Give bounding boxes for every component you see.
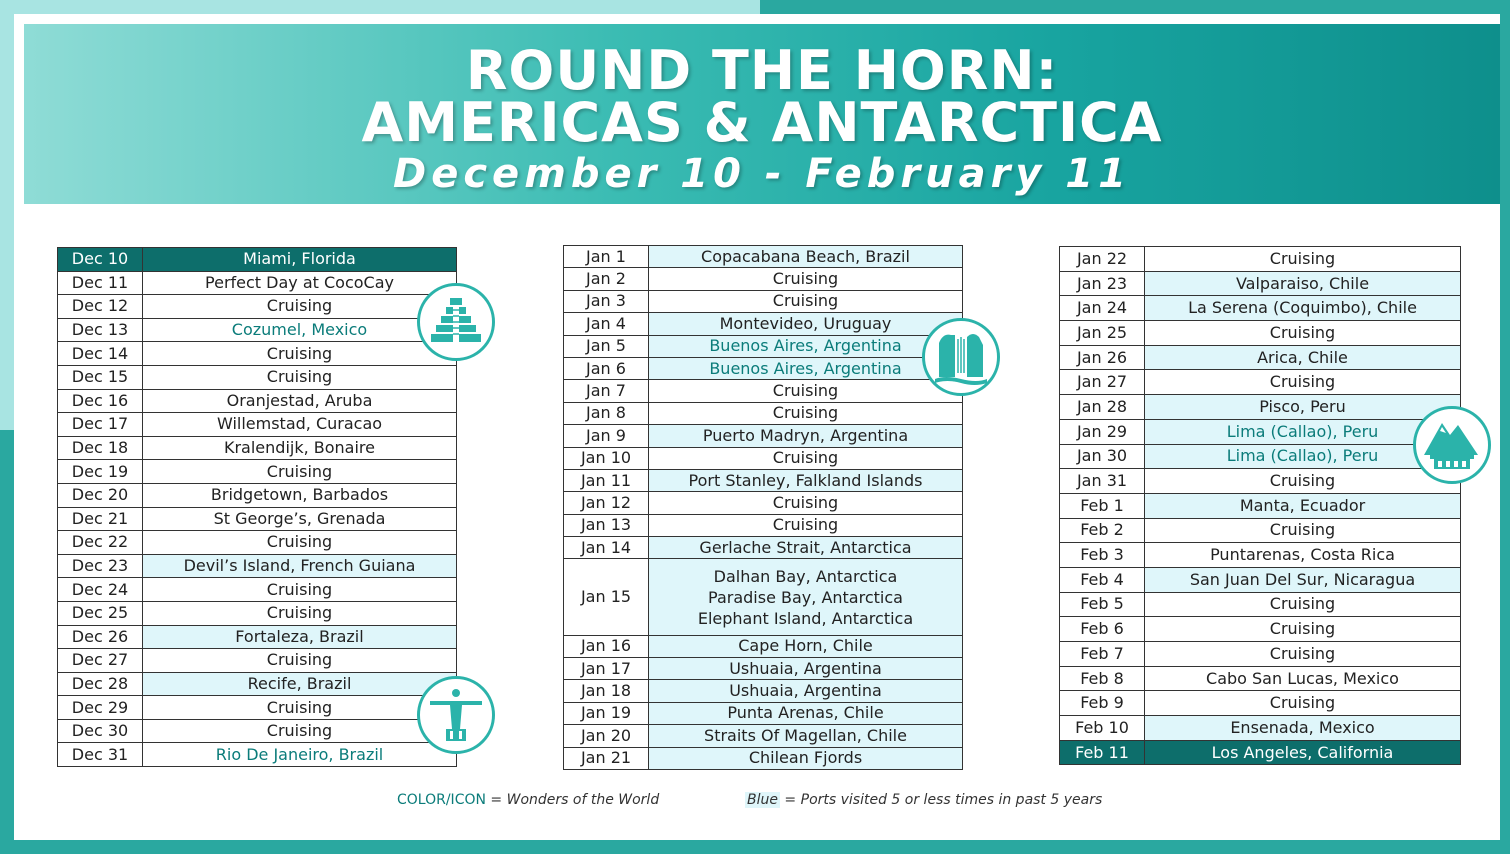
table-row xyxy=(564,268,963,290)
date-cell: Jan 9 xyxy=(564,425,649,447)
port-cell: Manta, Ecuador xyxy=(1145,493,1461,518)
table-row xyxy=(564,680,963,702)
date-cell: Dec 20 xyxy=(58,483,143,507)
date-cell: Jan 15 xyxy=(564,559,649,635)
date-cell: Jan 18 xyxy=(564,680,649,702)
port-line: Elephant Island, Antarctica xyxy=(697,608,914,628)
table-row xyxy=(58,743,457,767)
table-row xyxy=(564,635,963,657)
port-cell: Cruising xyxy=(1145,642,1461,667)
pyramid-icon xyxy=(417,283,495,361)
port-cell: Cruising xyxy=(1145,469,1461,494)
table-row xyxy=(1060,740,1461,765)
date-cell: Dec 24 xyxy=(58,578,143,602)
port-cell: Cruising xyxy=(143,531,457,555)
date-cell: Dec 10 xyxy=(58,248,143,272)
date-cell: Dec 29 xyxy=(58,696,143,720)
table-row xyxy=(58,413,457,437)
port-cell: Pisco, Peru xyxy=(1145,395,1461,420)
date-cell: Feb 2 xyxy=(1060,518,1145,543)
port-cell: Ensenada, Mexico xyxy=(1145,716,1461,741)
port-cell: Gerlache Strait, Antarctica xyxy=(649,537,963,559)
table-row xyxy=(58,483,457,507)
port-cell: La Serena (Coquimbo), Chile xyxy=(1145,296,1461,321)
date-cell: Feb 4 xyxy=(1060,567,1145,592)
table-row xyxy=(564,747,963,769)
table-row xyxy=(564,537,963,559)
table-row xyxy=(564,447,963,469)
table-row xyxy=(1060,567,1461,592)
date-cell: Jan 13 xyxy=(564,514,649,536)
date-cell: Dec 27 xyxy=(58,649,143,673)
legend-blue-equals: = xyxy=(779,792,801,808)
date-cell: Dec 25 xyxy=(58,601,143,625)
date-cell: Dec 28 xyxy=(58,672,143,696)
date-cell: Jan 19 xyxy=(564,702,649,724)
table-row xyxy=(58,365,457,389)
port-cell: Perfect Day at CocoCay xyxy=(143,271,457,295)
date-cell: Dec 22 xyxy=(58,531,143,555)
date-cell: Jan 8 xyxy=(564,402,649,424)
table-row xyxy=(58,507,457,531)
port-cell: Punta Arenas, Chile xyxy=(649,702,963,724)
port-cell: Ushuaia, Argentina xyxy=(649,658,963,680)
table-row xyxy=(1060,716,1461,741)
date-cell: Jan 23 xyxy=(1060,271,1145,296)
table-row xyxy=(1060,296,1461,321)
legend-blue-key: Blue xyxy=(747,792,778,808)
port-cell: Miami, Florida xyxy=(143,248,457,272)
date-cell: Jan 3 xyxy=(564,290,649,312)
table-row xyxy=(1060,395,1461,420)
table-row xyxy=(564,658,963,680)
table-row xyxy=(564,335,963,357)
schedule-table-jan-feb xyxy=(1059,246,1461,765)
table-row xyxy=(564,514,963,536)
table-row xyxy=(58,342,457,366)
table-row xyxy=(1060,666,1461,691)
date-cell: Feb 10 xyxy=(1060,716,1145,741)
port-cell: Cruising xyxy=(1145,518,1461,543)
table-row xyxy=(58,248,457,272)
legend-wonders-key: COLOR/ICON xyxy=(397,792,486,808)
legend-wonders xyxy=(397,792,659,808)
title-line-2: AMERICAS & ANTARCTICA xyxy=(361,91,1163,154)
port-cell: Cruising xyxy=(143,460,457,484)
table-row xyxy=(58,295,457,319)
port-cell: Buenos Aires, Argentina xyxy=(649,357,963,379)
table-row xyxy=(564,559,963,635)
port-line: Paradise Bay, Antarctica xyxy=(708,587,903,607)
schedule-table-december xyxy=(57,247,457,767)
table-row xyxy=(564,380,963,402)
christ-redeemer-icon xyxy=(417,676,495,754)
date-cell: Jan 25 xyxy=(1060,321,1145,346)
table-row xyxy=(564,402,963,424)
port-cell: Ushuaia, Argentina xyxy=(649,680,963,702)
port-cell: Copacabana Beach, Brazil xyxy=(649,246,963,268)
port-cell: Recife, Brazil xyxy=(143,672,457,696)
port-cell: Arica, Chile xyxy=(1145,345,1461,370)
background-accent-left xyxy=(0,0,14,430)
table-row xyxy=(1060,345,1461,370)
table-row xyxy=(564,313,963,335)
table-row xyxy=(58,271,457,295)
title-line-1: ROUND THE HORN: xyxy=(465,39,1059,102)
date-cell: Dec 12 xyxy=(58,295,143,319)
date-cell: Jan 27 xyxy=(1060,370,1145,395)
port-cell: Kralendijk, Bonaire xyxy=(143,436,457,460)
date-cell: Dec 19 xyxy=(58,460,143,484)
date-cell: Dec 13 xyxy=(58,318,143,342)
table-row xyxy=(1060,444,1461,469)
table-row xyxy=(1060,493,1461,518)
table-row xyxy=(1060,617,1461,642)
date-cell: Dec 15 xyxy=(58,365,143,389)
port-cell: Cabo San Lucas, Mexico xyxy=(1145,666,1461,691)
port-cell: Port Stanley, Falkland Islands xyxy=(649,469,963,491)
table-row xyxy=(58,436,457,460)
date-cell: Jan 20 xyxy=(564,725,649,747)
port-cell: Cruising xyxy=(1145,592,1461,617)
table-row xyxy=(58,531,457,555)
port-cell: Los Angeles, California xyxy=(1145,740,1461,765)
port-cell: Cruising xyxy=(143,365,457,389)
date-cell: Feb 5 xyxy=(1060,592,1145,617)
table-row xyxy=(58,601,457,625)
legend-blue xyxy=(745,792,1102,808)
date-cell: Dec 30 xyxy=(58,719,143,743)
date-cell: Jan 26 xyxy=(1060,345,1145,370)
table-row xyxy=(1060,271,1461,296)
table-row xyxy=(1060,370,1461,395)
port-cell: Cruising xyxy=(1145,691,1461,716)
port-cell: Puntarenas, Costa Rica xyxy=(1145,543,1461,568)
waterfall-icon xyxy=(922,318,1000,396)
port-cell: Cruising xyxy=(649,447,963,469)
date-cell: Jan 31 xyxy=(1060,469,1145,494)
date-cell: Jan 14 xyxy=(564,537,649,559)
table-row xyxy=(58,460,457,484)
table-row xyxy=(1060,592,1461,617)
legend-blue-text: Ports visited 5 or less times in past 5 years xyxy=(800,792,1103,808)
port-cell: Puerto Madryn, Argentina xyxy=(649,425,963,447)
table-row xyxy=(58,696,457,720)
port-cell: Bridgetown, Barbados xyxy=(143,483,457,507)
date-cell: Dec 16 xyxy=(58,389,143,413)
date-cell: Feb 8 xyxy=(1060,666,1145,691)
background-accent-top xyxy=(0,0,760,14)
port-cell: Cruising xyxy=(1145,247,1461,272)
date-cell: Feb 1 xyxy=(1060,493,1145,518)
date-cell: Feb 9 xyxy=(1060,691,1145,716)
date-cell: Jan 12 xyxy=(564,492,649,514)
date-cell: Feb 7 xyxy=(1060,642,1145,667)
date-cell: Jan 28 xyxy=(1060,395,1145,420)
date-cell: Jan 7 xyxy=(564,380,649,402)
table-row xyxy=(1060,691,1461,716)
port-cell: Oranjestad, Aruba xyxy=(143,389,457,413)
port-cell: Cruising xyxy=(1145,321,1461,346)
port-cell: Lima (Callao), Peru xyxy=(1145,444,1461,469)
port-cell: Cruising xyxy=(649,380,963,402)
date-cell: Jan 4 xyxy=(564,313,649,335)
port-cell: Cruising xyxy=(143,696,457,720)
date-cell: Jan 17 xyxy=(564,658,649,680)
table-row xyxy=(564,469,963,491)
table-row xyxy=(1060,247,1461,272)
machu-picchu-icon xyxy=(1413,406,1491,484)
table-row xyxy=(58,719,457,743)
legend-wonders-equals: = xyxy=(485,792,507,808)
table-row xyxy=(58,672,457,696)
port-line: Dalhan Bay, Antarctica xyxy=(713,566,898,586)
port-cell: Cruising xyxy=(649,514,963,536)
date-cell: Jan 16 xyxy=(564,635,649,657)
table-row xyxy=(58,389,457,413)
header-banner xyxy=(24,24,1500,204)
port-cell: Cruising xyxy=(1145,370,1461,395)
table-row xyxy=(58,318,457,342)
port-cell: Cruising xyxy=(143,295,457,319)
date-cell: Feb 3 xyxy=(1060,543,1145,568)
date-cell: Jan 11 xyxy=(564,469,649,491)
table-row xyxy=(58,554,457,578)
date-cell: Dec 26 xyxy=(58,625,143,649)
date-cell: Feb 6 xyxy=(1060,617,1145,642)
port-cell: Montevideo, Uruguay xyxy=(649,313,963,335)
table-row xyxy=(58,649,457,673)
table-row xyxy=(564,725,963,747)
date-cell: Jan 21 xyxy=(564,747,649,769)
port-cell: Cape Horn, Chile xyxy=(649,635,963,657)
port-cell xyxy=(649,559,963,635)
port-cell: Devil’s Island, French Guiana xyxy=(143,554,457,578)
port-cell: Straits Of Magellan, Chile xyxy=(649,725,963,747)
port-cell: Cruising xyxy=(649,492,963,514)
date-cell: Dec 21 xyxy=(58,507,143,531)
port-cell: Chilean Fjords xyxy=(649,747,963,769)
table-row xyxy=(564,290,963,312)
date-cell: Jan 6 xyxy=(564,357,649,379)
port-cell: Buenos Aires, Argentina xyxy=(649,335,963,357)
date-cell: Dec 31 xyxy=(58,743,143,767)
date-cell: Jan 10 xyxy=(564,447,649,469)
date-cell: Dec 23 xyxy=(58,554,143,578)
port-cell: St George’s, Grenada xyxy=(143,507,457,531)
date-cell: Dec 18 xyxy=(58,436,143,460)
port-cell: Lima (Callao), Peru xyxy=(1145,419,1461,444)
table-row xyxy=(564,702,963,724)
table-row xyxy=(564,425,963,447)
port-cell: Cruising xyxy=(649,290,963,312)
port-cell: Cruising xyxy=(1145,617,1461,642)
date-cell: Dec 17 xyxy=(58,413,143,437)
table-row xyxy=(564,246,963,268)
port-cell: Rio De Janeiro, Brazil xyxy=(143,743,457,767)
table-row xyxy=(58,625,457,649)
port-cell: Fortaleza, Brazil xyxy=(143,625,457,649)
table-row xyxy=(564,492,963,514)
legend-wonders-text: Wonders of the World xyxy=(506,792,660,808)
date-cell: Jan 22 xyxy=(1060,247,1145,272)
date-cell: Feb 11 xyxy=(1060,740,1145,765)
subtitle-dates: December 10 - February 11 xyxy=(393,151,1131,197)
schedule-table-january xyxy=(563,245,963,770)
date-cell: Jan 5 xyxy=(564,335,649,357)
table-row xyxy=(1060,469,1461,494)
port-cell: Cruising xyxy=(143,649,457,673)
table-row xyxy=(1060,518,1461,543)
date-cell: Dec 11 xyxy=(58,271,143,295)
table-row xyxy=(1060,321,1461,346)
date-cell: Jan 2 xyxy=(564,268,649,290)
port-cell: Cruising xyxy=(143,578,457,602)
date-cell: Jan 29 xyxy=(1060,419,1145,444)
port-cell: Willemstad, Curacao xyxy=(143,413,457,437)
port-cell: Cruising xyxy=(143,342,457,366)
date-cell: Jan 24 xyxy=(1060,296,1145,321)
port-cell: Cruising xyxy=(649,268,963,290)
port-cell: Cruising xyxy=(143,601,457,625)
port-cell: Valparaiso, Chile xyxy=(1145,271,1461,296)
table-row xyxy=(1060,642,1461,667)
table-row xyxy=(564,357,963,379)
port-cell: Cruising xyxy=(649,402,963,424)
port-cell: Cozumel, Mexico xyxy=(143,318,457,342)
port-cell: San Juan Del Sur, Nicaragua xyxy=(1145,567,1461,592)
date-cell: Jan 30 xyxy=(1060,444,1145,469)
table-row xyxy=(1060,543,1461,568)
date-cell: Jan 1 xyxy=(564,246,649,268)
table-row xyxy=(1060,419,1461,444)
date-cell: Dec 14 xyxy=(58,342,143,366)
port-cell: Cruising xyxy=(143,719,457,743)
table-row xyxy=(58,578,457,602)
